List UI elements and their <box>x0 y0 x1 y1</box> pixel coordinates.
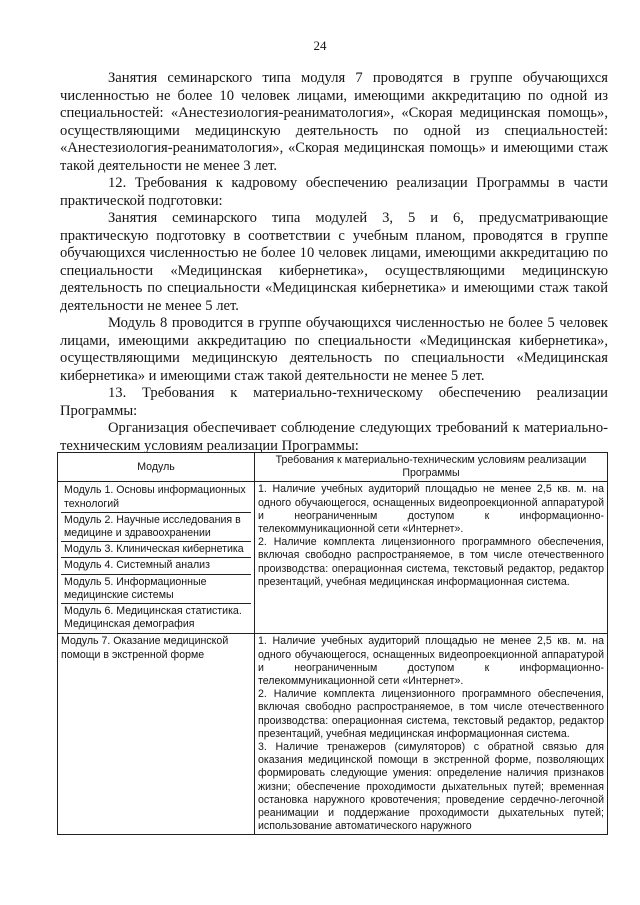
page-number: 24 <box>313 38 327 53</box>
paragraph-seminar-modules-3-5-6: Занятия семинарского типа модулей 3, 5 и 6, предусматривающие практическую подготовку в соответствии с учебным планом, проводятся в группе обучающихся численностью не более 10 человек лицами, имеющими аккредитацию по специальности «Медицинская кибернетика», осуществляющими медицинскую деятельность по специальности «Медицинская кибернетика» и имеющими стаж такой деятельности не менее 5 лет. <box>60 210 608 314</box>
requirements-cell <box>255 634 608 835</box>
module-4-label: Модуль 4. Системный анализ <box>61 558 251 574</box>
requirement-item: 1. Наличие учебных аудиторий площадью не менее 2,5 кв. м. на одного обучающегося, оснащенных видеопроекционной аппаратурой и неограниченным доступом к информационно-телекоммуникационной сети «Интернет». <box>258 483 604 536</box>
paragraph-organization-requirements: Организация обеспечивает соблюдение следующих требований к материально-техническим условиям реализации Программы: <box>60 420 608 454</box>
document-body <box>60 70 608 455</box>
paragraph-section-12-heading: 12. Требования к кадровому обеспечению реализации Программы в части практической подготовки: <box>60 175 608 209</box>
requirement-item: 2. Наличие комплекта лицензионного программного обеспечения, включая свободно распространяемое, в том числе отечественного производства: операционная система, текстовый редактор, редактор презентаций, учебная медицинская информационная система. <box>258 688 604 740</box>
requirements-cell <box>255 482 608 634</box>
module-1-label: Модуль 1. Основы информационных технологий <box>61 483 251 512</box>
module-list-cell <box>58 482 255 634</box>
paragraph-section-13-heading: 13. Требования к материально-техническому обеспечению реализации Программы: <box>60 385 608 419</box>
paragraph-module-8: Модуль 8 проводится в группе обучающихся численностью не более 5 человек лицами, имеющими аккредитацию по специальности «Медицинская кибернетика», осуществляющими медицинскую деятельность по специальности «Медицинская кибернетика» и имеющими стаж такой деятельности не менее 5 лет. <box>60 315 608 384</box>
module-5-label: Модуль 5. Информационные медицинские системы <box>61 575 251 604</box>
module-6-label: Модуль 6. Медицинская статистика. Медицинская демография <box>64 605 242 631</box>
module-7-label: Модуль 7. Оказание медицинской помощи в экстренной форме <box>58 634 255 835</box>
table-row <box>58 634 608 835</box>
module-3-label: Модуль 3. Клиническая кибернетика <box>61 542 251 558</box>
column-header-requirements: Требования к материально-техническим условиям реализации Программы <box>255 453 608 482</box>
module-2-label: Модуль 2. Научные исследования в медицине и здравоохранении <box>61 513 251 542</box>
requirements-table <box>57 452 608 835</box>
table-row <box>58 482 608 634</box>
column-header-module: Модуль <box>58 453 255 482</box>
requirement-item: 3. Наличие тренажеров (симуляторов) с обратной связью для оказания медицинской помощи в экстренной форме, позволяющих формировать следующие умения: определение наличия признаков жизни; обеспечение проходимости дыхательных путей; временная остановка наружного кровотечения; проведение сердечно-легочной реанимации и поддержание проходимости дыхательных путей; использование автоматического наружного <box>258 741 604 833</box>
paragraph-seminar-module-7: Занятия семинарского типа модуля 7 проводятся в группе обучающихся численностью не более 10 человек лицами, имеющими аккредитацию по одной из специальностей: «Анестезиология-реаниматология», «Скорая медицинская помощь», осуществляющими медицинскую деятельность по одной из специальностей: «Анестезиология-реаниматология», «Скорая медицинская помощь» и имеющими стаж такой деятельности не менее 3 лет. <box>60 70 608 174</box>
requirement-item: 2. Наличие комплекта лицензионного программного обеспечения, включая свободно распространяемое, в том числе отечественного производства: операционная система, текстовый редактор, редактор презентаций, учебная медицинская информационная система. <box>258 536 604 588</box>
requirement-item: 1. Наличие учебных аудиторий площадью не менее 2,5 кв. м. на одного обучающегося, оснащенных видеопроекционной аппаратурой и неограниченным доступом к информационно-телекоммуникационной сети «Интернет». <box>258 635 604 688</box>
table-header-row <box>58 453 608 482</box>
